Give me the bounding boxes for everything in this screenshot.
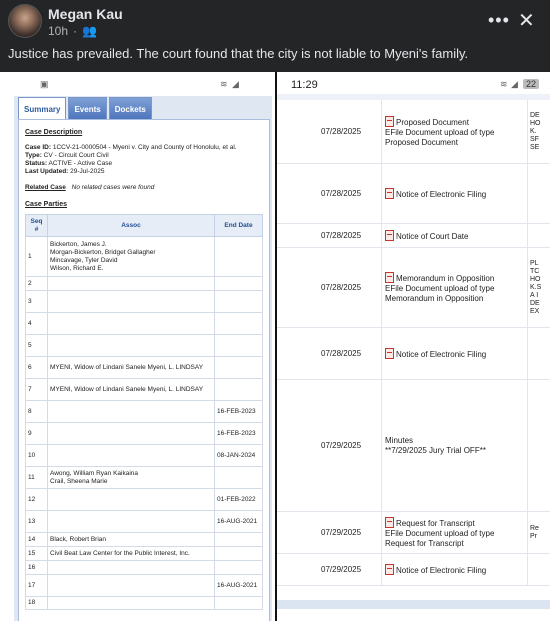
docket-party: PL TC HO K.S A I DE EX xyxy=(530,259,542,315)
table-row xyxy=(26,597,263,610)
tab-dockets[interactable]: Dockets xyxy=(109,97,152,119)
cell-seq: 13 xyxy=(26,511,48,533)
parties-body xyxy=(26,237,263,610)
case-id-label: Case ID: xyxy=(25,144,52,151)
docket-document-text[interactable]: Notice of Electronic Filing xyxy=(396,565,487,575)
docket-document xyxy=(381,248,528,327)
docket-party: Re Pr xyxy=(530,524,539,540)
author-name[interactable]: Megan Kau xyxy=(48,6,123,22)
battery-indicator-right: 22 xyxy=(523,79,539,89)
docket-date: 07/29/2025 xyxy=(321,564,362,574)
cell-seq: 2 xyxy=(26,277,48,291)
right-screenshot[interactable] xyxy=(277,72,550,621)
docket-date: 07/28/2025 xyxy=(321,126,362,136)
section-case-parties: Case Parties xyxy=(25,201,68,208)
related-case-label: Related Case xyxy=(25,184,66,191)
docket-date: 07/28/2025 xyxy=(321,348,362,358)
docket-document xyxy=(381,328,528,379)
related-case xyxy=(25,184,263,192)
cell-end xyxy=(215,547,263,561)
table-row xyxy=(26,423,263,445)
post-text: Justice has prevailed. The court found that the city is not liable to Myeni's family. xyxy=(8,46,469,61)
cell-end: 16-FEB-2023 xyxy=(215,401,263,423)
signal-icon: ◢ xyxy=(232,79,239,89)
cell-seq: 3 xyxy=(26,291,48,313)
docket-row[interactable] xyxy=(277,164,550,224)
docket-document xyxy=(381,100,528,163)
cell-seq: 7 xyxy=(26,379,48,401)
cell-assoc xyxy=(48,423,215,445)
cell-seq: 8 xyxy=(26,401,48,423)
docket-bottom-border xyxy=(277,600,550,609)
docket-document-text[interactable]: Memorandum in Opposition EFile Document upload of type Memorandum in Opposition xyxy=(385,273,495,303)
cell-end xyxy=(215,313,263,335)
cell-end: 01-FEB-2022 xyxy=(215,489,263,511)
cell-end xyxy=(215,561,263,575)
docket-row[interactable] xyxy=(277,380,550,512)
cell-assoc xyxy=(48,335,215,357)
docket-list xyxy=(277,100,550,586)
cell-assoc xyxy=(48,401,215,423)
case-id: 1CCV-21-0000504 - Myeni v. City and County of Honolulu, et al. xyxy=(52,144,237,151)
tab-summary[interactable]: Summary xyxy=(18,97,66,119)
cell-seq: 16 xyxy=(26,561,48,575)
case-panel xyxy=(14,96,272,621)
docket-document xyxy=(381,224,528,247)
pdf-icon[interactable] xyxy=(385,188,394,199)
cell-seq: 18 xyxy=(26,597,48,610)
cell-seq: 1 xyxy=(26,237,48,277)
cell-end xyxy=(215,533,263,547)
cell-seq: 5 xyxy=(26,335,48,357)
cell-end: 16-AUG-2021 xyxy=(215,575,263,597)
table-row xyxy=(26,379,263,401)
table-row xyxy=(26,489,263,511)
pdf-icon[interactable] xyxy=(385,230,394,241)
more-horizontal-icon[interactable]: ••• xyxy=(488,10,510,30)
wifi-icon: ≋ xyxy=(220,79,228,89)
docket-document xyxy=(381,512,528,553)
post-meta xyxy=(48,24,97,38)
docket-date: 07/28/2025 xyxy=(321,188,362,198)
wifi-icon: ≋ xyxy=(500,79,508,89)
table-row xyxy=(26,335,263,357)
table-row xyxy=(26,237,263,277)
screenshot-icon: ▣ xyxy=(40,79,49,89)
cell-assoc xyxy=(48,597,215,610)
cell-assoc xyxy=(48,511,215,533)
col-seq[interactable]: Seq # xyxy=(26,215,48,237)
updated-label: Last Updated: xyxy=(25,168,69,175)
cell-end: 16-FEB-2023 xyxy=(215,423,263,445)
docket-row[interactable] xyxy=(277,100,550,164)
table-row xyxy=(26,575,263,597)
cell-assoc xyxy=(48,291,215,313)
cell-assoc: Awong, William Ryan Kaikaina Crail, Sheena Marie xyxy=(48,467,215,489)
cell-assoc xyxy=(48,489,215,511)
cell-end xyxy=(215,379,263,401)
pdf-icon[interactable] xyxy=(385,517,394,528)
case-status: ACTIVE - Active Case xyxy=(48,160,113,167)
cell-end xyxy=(215,277,263,291)
table-row xyxy=(26,533,263,547)
table-row xyxy=(26,357,263,379)
docket-row[interactable] xyxy=(277,224,550,248)
table-row xyxy=(26,445,263,467)
docket-document xyxy=(381,380,528,511)
status-time-right: 11:29 xyxy=(291,79,318,91)
docket-date: 07/28/2025 xyxy=(321,282,362,292)
cell-seq: 12 xyxy=(26,489,48,511)
avatar[interactable] xyxy=(8,4,42,38)
pdf-icon[interactable] xyxy=(385,116,394,127)
table-row xyxy=(26,547,263,561)
cell-end xyxy=(215,597,263,610)
pdf-icon[interactable] xyxy=(385,272,394,283)
table-row xyxy=(26,467,263,489)
docket-row[interactable] xyxy=(277,554,550,586)
close-icon[interactable]: ✕ xyxy=(518,10,535,32)
parties-table xyxy=(25,214,263,610)
cell-assoc: Black, Robert Brian xyxy=(48,533,215,547)
col-assoc[interactable]: Assoc xyxy=(48,215,215,237)
related-case-text: No related cases were found xyxy=(71,184,155,191)
cell-end xyxy=(215,357,263,379)
docket-document-text[interactable]: Proposed Document EFile Document upload of type Proposed Document xyxy=(385,117,495,147)
last-updated: 29-Jul-2025 xyxy=(70,168,105,175)
cell-seq: 15 xyxy=(26,547,48,561)
table-row xyxy=(26,511,263,533)
cell-seq: 10 xyxy=(26,445,48,467)
dot-separator: · xyxy=(73,24,78,38)
tab-events[interactable]: Events xyxy=(68,97,106,119)
post-time[interactable]: 10h xyxy=(48,24,69,38)
cell-seq: 11 xyxy=(26,467,48,489)
docket-date: 07/29/2025 xyxy=(321,440,362,450)
col-end-date[interactable]: End Date xyxy=(215,215,263,237)
cell-end: 08-JAN-2024 xyxy=(215,445,263,467)
cell-end xyxy=(215,467,263,489)
cell-seq: 6 xyxy=(26,357,48,379)
summary-content xyxy=(18,119,270,621)
cell-assoc: MYENI, Widow of Lindani Sanele Myeni, L. LINDSAY xyxy=(48,357,215,379)
docket-party xyxy=(528,224,550,247)
table-row xyxy=(26,561,263,575)
docket-party xyxy=(528,380,550,511)
docket-document-text[interactable]: Request for Transcript EFile Document upload of type Request for Transcript xyxy=(385,518,495,548)
status-bar xyxy=(0,72,275,98)
cell-seq: 17 xyxy=(26,575,48,597)
docket-document-text[interactable]: Minutes **7/29/2025 Jury Trial OFF** xyxy=(385,435,486,455)
docket-document xyxy=(381,554,528,585)
table-row xyxy=(26,401,263,423)
docket-date: 07/29/2025 xyxy=(321,527,362,537)
cell-seq: 14 xyxy=(26,533,48,547)
cell-assoc: MYENI, Widow of Lindani Sanele Myeni, L. LINDSAY xyxy=(48,379,215,401)
docket-document-text[interactable]: Notice of Court Date xyxy=(396,231,469,241)
cell-assoc xyxy=(48,445,215,467)
docket-party: DE HO K. SF SE xyxy=(530,111,541,151)
docket-row[interactable] xyxy=(277,328,550,380)
case-details xyxy=(25,144,263,176)
left-screenshot[interactable] xyxy=(0,72,275,621)
cell-seq: 9 xyxy=(26,423,48,445)
status-label: Status: xyxy=(25,160,48,167)
docket-party xyxy=(528,554,550,585)
table-row xyxy=(26,277,263,291)
friends-icon: 👥 xyxy=(82,24,97,38)
cell-assoc xyxy=(48,313,215,335)
section-case-description: Case Description xyxy=(25,129,83,136)
signal-icon: ◢ xyxy=(511,79,518,89)
pdf-icon[interactable] xyxy=(385,348,394,359)
cell-assoc: Bickerton, James J. Morgan-Bickerton, Bridget Gallagher Mincavage, Tyler David Wilson, Richard E. xyxy=(48,237,215,277)
docket-row[interactable] xyxy=(277,512,550,554)
screenshot-divider xyxy=(275,72,277,621)
table-row xyxy=(26,313,263,335)
cell-assoc xyxy=(48,277,215,291)
docket-document-text[interactable]: Notice of Electronic Filing xyxy=(396,189,487,199)
cell-end xyxy=(215,291,263,313)
post-header xyxy=(0,0,550,42)
cell-assoc xyxy=(48,561,215,575)
type-label: Type: xyxy=(25,152,42,159)
cell-end xyxy=(215,237,263,277)
docket-document-text[interactable]: Notice of Electronic Filing xyxy=(396,349,487,359)
table-row xyxy=(26,291,263,313)
cell-end xyxy=(215,335,263,357)
pdf-icon[interactable] xyxy=(385,564,394,575)
case-tabs xyxy=(18,97,152,119)
cell-seq: 4 xyxy=(26,313,48,335)
cell-assoc xyxy=(48,575,215,597)
case-type: CV - Circuit Court Civil xyxy=(43,152,109,159)
cell-assoc: Civil Beat Law Center for the Public Interest, Inc. xyxy=(48,547,215,561)
docket-document xyxy=(381,164,528,223)
docket-party xyxy=(528,164,550,223)
docket-party xyxy=(528,328,550,379)
cell-end: 16-AUG-2021 xyxy=(215,511,263,533)
docket-row[interactable] xyxy=(277,248,550,328)
docket-date: 07/28/2025 xyxy=(321,230,362,240)
